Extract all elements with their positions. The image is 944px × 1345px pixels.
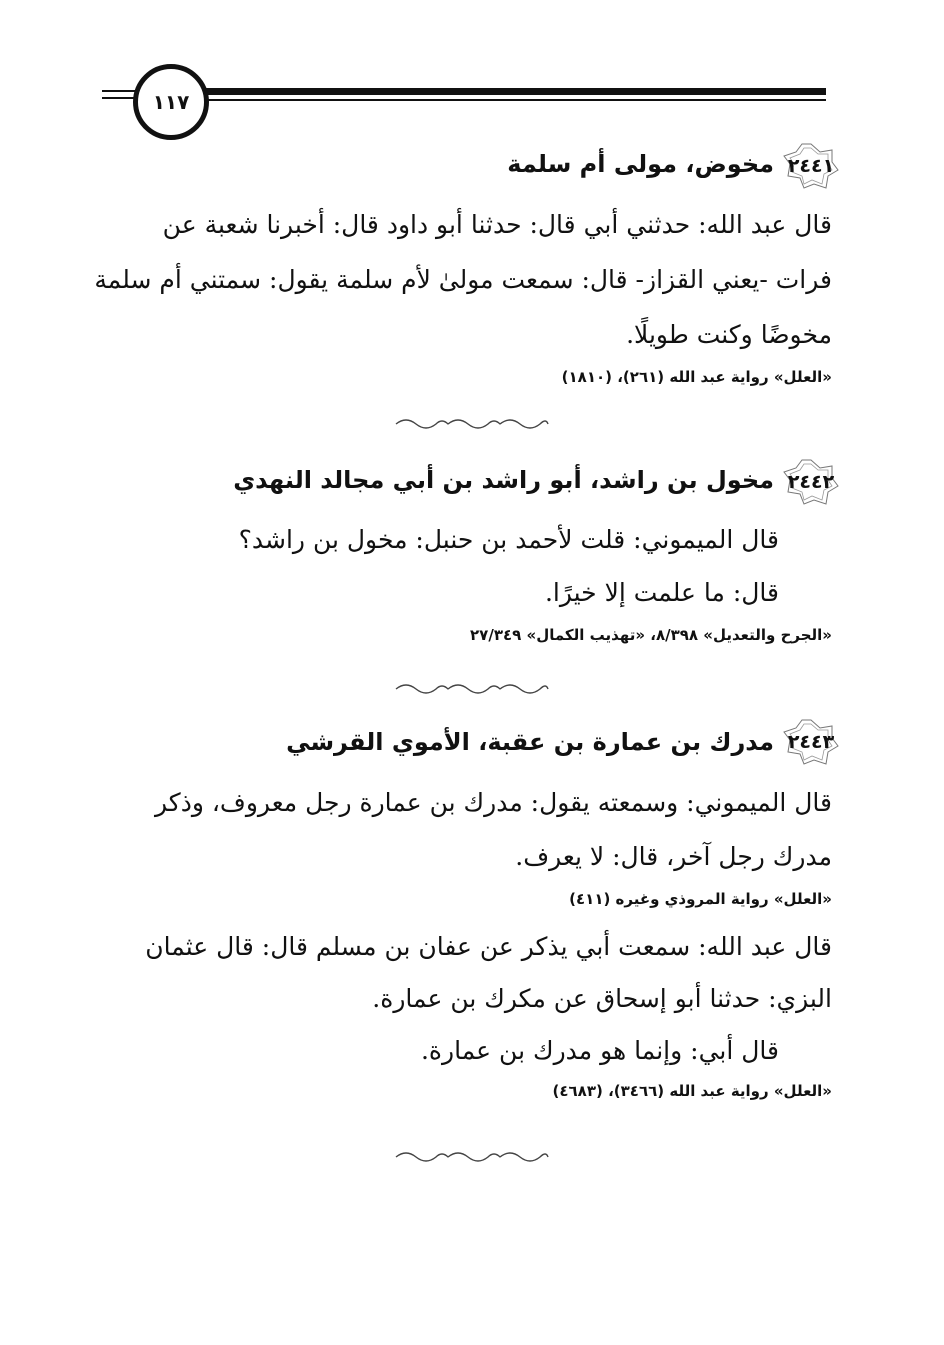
entry-number-badge [782, 718, 840, 766]
source-citation: «العلل» رواية المروذي وغيره (٤١١) [569, 890, 832, 908]
source-citation: «العلل» رواية عبد الله (٣٤٦٦)، (٤٦٨٣) [552, 1082, 832, 1100]
entry-number: ٢٤٤٣ [787, 731, 835, 753]
text-line: مخوضًا وكنت طويلًا. [626, 320, 832, 349]
entry-title: مخوض، مولى أم سلمة [507, 150, 774, 178]
entry-title: مخول بن راشد، أبو راشد بن أبي مجالد النهدي [233, 466, 774, 494]
source-citation: «الجرح والتعديل» ٨/٣٩٨، «تهذيب الكمال» ٢٧/٣٤٩ [470, 626, 832, 644]
text-line: قال عبد الله: سمعت أبي يذكر عن عفان بن مسلم قال: قال عثمان [145, 932, 832, 961]
text-line: قال الميموني: وسمعته يقول: مدرك بن عمارة رجل معروف، وذكر [155, 788, 832, 817]
text-line: قال عبد الله: حدثني أبي قال: حدثنا أبو داود قال: أخبرنا شعبة عن [162, 210, 832, 239]
entry-number: ٢٤٤٢ [787, 471, 835, 493]
page-number: ١١٧ [133, 64, 209, 140]
header-rule-thin [196, 99, 826, 101]
entry-number: ٢٤٤١ [787, 155, 835, 177]
text-line: قال: ما علمت إلا خيرًا. [544, 578, 779, 607]
divider-ornament-icon [392, 1150, 552, 1164]
source-citation: «العلل» رواية عبد الله (٢٦١)، (١٨١٠) [561, 368, 832, 386]
text-line: فرات -يعني القزاز- قال: سمعت مولىٰ لأم سلمة يقول: سمتني أم سلمة [94, 265, 832, 294]
text-line: قال أبي: وإنما هو مدرك بن عمارة. [420, 1036, 779, 1065]
text-line: قال الميموني: قلت لأحمد بن حنبل: مخول بن راشد؟ [238, 525, 779, 554]
text-line: مدرك رجل آخر، قال: لا يعرف. [515, 842, 832, 871]
entry-number-badge [782, 142, 840, 190]
divider-ornament-icon [392, 417, 552, 431]
entry-title: مدرك بن عمارة بن عقبة، الأموي القرشي [286, 728, 774, 756]
text-line: البزي: حدثنا أبو إسحاق عن مكرك بن عمارة. [372, 984, 832, 1013]
header-rule [196, 88, 826, 95]
divider-ornament-icon [392, 682, 552, 696]
entry-number-badge [782, 458, 840, 506]
